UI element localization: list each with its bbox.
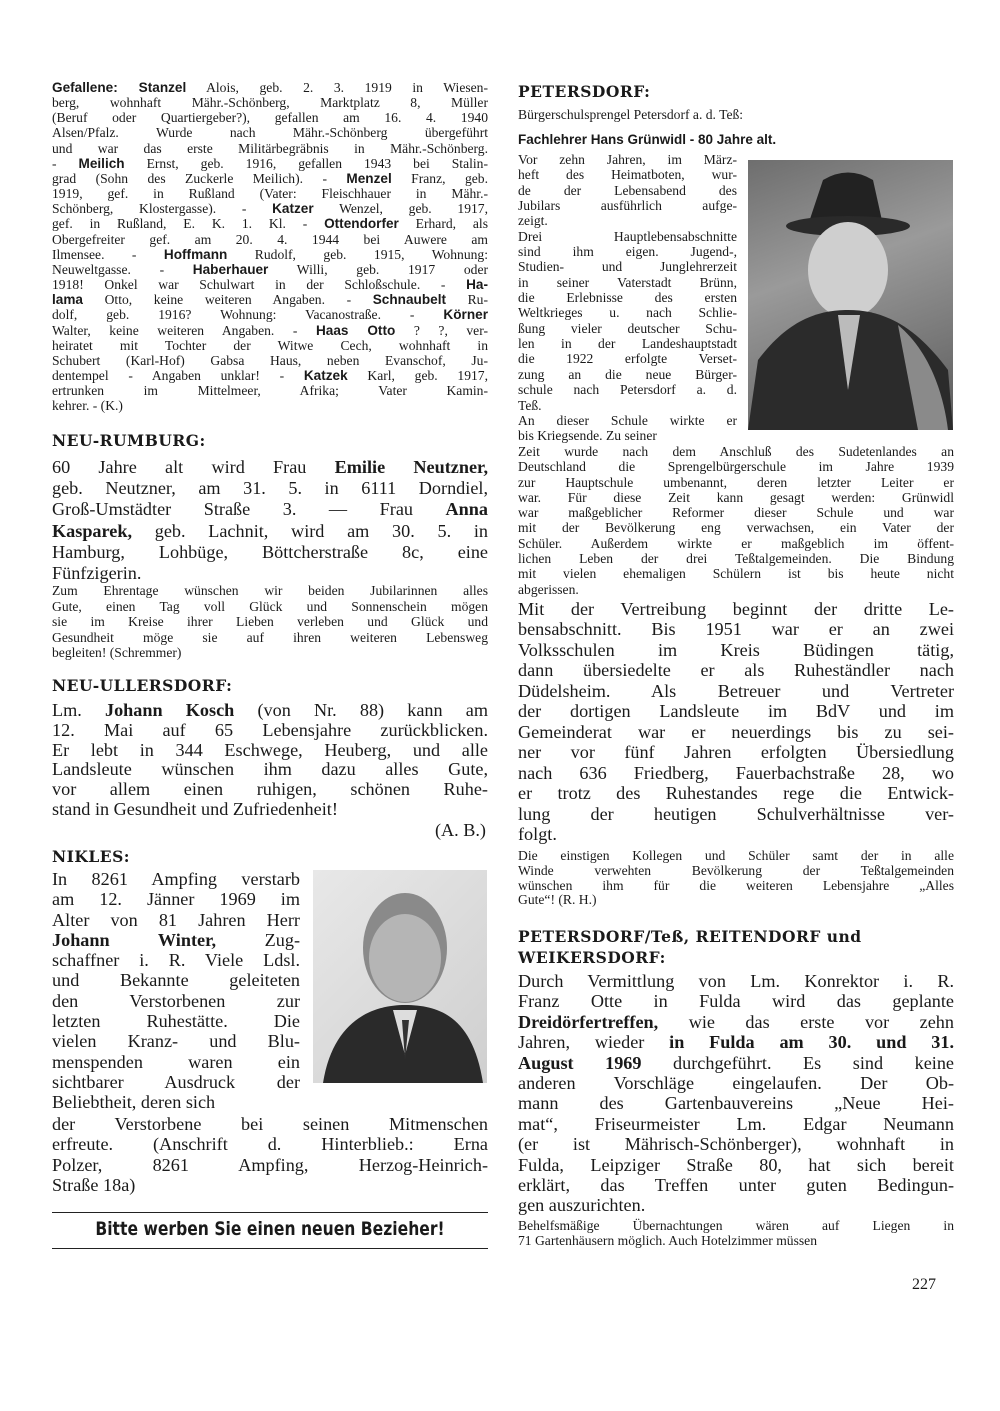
- text-line: Durch Vermittlung von Lm. Konrektor i. R.: [518, 971, 954, 991]
- text-line: kehrer. - (K.): [52, 398, 123, 414]
- text-line: der Verstorbene bei seinen Mitmenschen: [52, 1114, 488, 1134]
- text-line: vor allem einen ruhigen, schönen Ruhe-: [52, 779, 488, 800]
- text-line: Winde verwehten Bevölkerung der Teßtalgemeinden: [518, 862, 954, 878]
- bold-name: Hoffmann: [163, 246, 228, 262]
- bold-name: Emilie Neutzner,: [334, 457, 488, 477]
- text-line: 12. Mai auf 65 Lebensjahre zurückblicken.: [52, 719, 488, 740]
- section-heading-treffen-line1: PETERSDORF/Teß, REITENDORF und: [518, 927, 862, 946]
- bold-name: Ha-: [466, 277, 488, 293]
- petersdorf-article-wrapped: [518, 152, 737, 444]
- text-line: nach 636 Friedberg, Fauerbachstraße 28, wo: [518, 762, 954, 783]
- bold-name: Johann Winter,: [52, 929, 217, 950]
- text-line: 1919, gef. in Rußland (Vater: Fleischhauer in Mähr.-: [52, 186, 488, 202]
- text-line: menspenden waren ein: [52, 1051, 300, 1072]
- text-line: dentempel - Angaben unklar! - Katzek Karl, geb. 1917,: [52, 367, 488, 383]
- text-line: in seiner Vaterstadt Brünn,: [518, 274, 737, 290]
- text-line: August 1969 durchgeführt. Es sind keine: [518, 1052, 954, 1073]
- nikles-obituary-wrapped: [52, 869, 300, 1113]
- text-line: Lm. Johann Kosch (von Nr. 88) kann am: [52, 700, 488, 720]
- text-line: de der Lebensabend des: [518, 182, 737, 198]
- nikles-obituary-continued: [52, 1114, 488, 1195]
- text-line: (er ist Mährisch-Schönberger), wohnhaft in: [518, 1134, 954, 1155]
- text-line: zeigt.: [518, 213, 548, 229]
- text-line: Beliebtheit, deren sich: [52, 1092, 216, 1113]
- text-line: schule nach Petersdorf a. d.: [518, 382, 737, 398]
- neu-rumburg-birthdays: [52, 457, 488, 584]
- text-line: Behelfsmäßige Übernachtungen wären auf Liegen in: [518, 1218, 954, 1233]
- text-line: bis Kriegsende. Zu seiner: [518, 428, 657, 444]
- text-line: Obergefreiter gef. am 20. 4. 1944 bei Auwere am: [52, 231, 488, 247]
- section-heading-treffen-line2: WEIKERSDORF:: [518, 948, 666, 967]
- text-line: dann übersiedelte er als Ruheständler nach: [518, 660, 954, 681]
- text-line: Vor zehn Jahren, im März-: [518, 152, 737, 167]
- text-line: dolf, geb. 1916? Wohnung: Vacanostraße. - Körner: [52, 307, 488, 323]
- text-line: Düdelsheim. Als Betreuer und Vertreter: [518, 680, 954, 701]
- text-line: gen auszurichten.: [518, 1195, 646, 1216]
- bold-name: in Fulda am 30. und 31.: [669, 1032, 954, 1053]
- text-line: am 12. Jänner 1969 im: [52, 889, 300, 910]
- text-line: Schüler. Außerdem wirkte er maßgeblich im öffent-: [518, 535, 954, 551]
- bold-name: Kasparek,: [52, 520, 133, 541]
- text-line: Mit der Vertreibung beginnt der dritte Le-: [518, 599, 954, 619]
- text-line: Ilmensee. - Hoffmann Rudolf, geb. 1915, Wohnung:: [52, 246, 488, 262]
- text-line: sind ihm eigen. Jugend-,: [518, 244, 737, 260]
- text-line: ner vor fünf Jahren erfolgten Übersiedlung: [518, 742, 954, 763]
- text-line: anderen Vorschläge eingelaufen. Der Ob-: [518, 1073, 954, 1094]
- neu-ullersdorf-birthday: [52, 701, 488, 820]
- text-line: er trotz des Ruhestandes rege die Entwick-: [518, 783, 954, 804]
- portrait-photo-johann-winter: [313, 870, 487, 1083]
- text-line: Volksschulen im Kreis Büdingen tätig,: [518, 639, 954, 660]
- text-line: Zum Ehrentage wünschen wir beiden Jubilarinnen alles: [52, 583, 488, 598]
- text-line: mit vielen ehemaligen Schülern ist bis heute nicht: [518, 566, 954, 582]
- portrait-photo-hans-gruenwidl: [748, 160, 953, 430]
- bold-name: Dreidörfertreffen,: [518, 1011, 659, 1032]
- text-line: Polzer, 8261 Ampfing, Herzog-Heinrich-: [52, 1154, 488, 1175]
- text-line: mit der Bevölkerung eng verwachsen, ein Vater der: [518, 520, 954, 536]
- text-line: Neuweltgasse. - Haberhauer Willi, geb. 1917 oder: [52, 261, 489, 277]
- dreidoerfertreffen-announcement: [518, 971, 954, 1216]
- bold-name: Menzel: [346, 170, 392, 186]
- text-line: Zeit wurde nach dem Anschluß des Sudetenlandes an: [518, 444, 954, 459]
- banner-top-rule: [52, 1212, 488, 1213]
- neu-rumburg-wishes: [52, 583, 488, 661]
- text-line: zur Hauptschule umbenannt, deren letzter Leiter er: [518, 474, 954, 490]
- text-line: erfreute. (Anschrift d. Hinterblieb.: Erna: [52, 1134, 488, 1155]
- bold-name: Schnaubelt: [372, 292, 446, 308]
- text-line: Straße 18a): [52, 1174, 136, 1195]
- subscriber-appeal-banner: Bitte werben Sie einen neuen Bezieher!: [95, 1218, 445, 1240]
- text-line: Landsleute wünschen ihm dazu alles Gute,: [52, 759, 488, 780]
- text-line: 71 Gartenhäusern möglich. Auch Hotelzimmer müssen: [518, 1233, 817, 1248]
- accommodation-note: [518, 1218, 954, 1248]
- text-line: grad (Sohn des Zuckerle Meilich). - Menzel Franz, geb.: [52, 170, 488, 186]
- text-line: Gemeinderat war er neuerdings bis zu sei-: [518, 721, 954, 742]
- text-line: wünschen ihm für die weiteren Lebensjahre „Alles: [518, 877, 954, 893]
- text-line: Gefallene: Stanzel Alois, geb. 2. 3. 1919 in Wiesen-: [52, 80, 488, 95]
- text-line: len in der Landeshauptstadt: [518, 336, 737, 352]
- text-line: Er lebt in 344 Eschwege, Heuberg, und alle: [52, 739, 488, 760]
- text-line: die 1922 erfolgte Verset-: [518, 351, 737, 367]
- bold-name: Haberhauer: [192, 261, 269, 277]
- text-line: Die einstigen Kollegen und Schüler samt der in alle: [518, 848, 954, 863]
- text-line: lichen Leben der drei Teßtalgemeinden. Die Bindung: [518, 551, 954, 567]
- text-line: zung an die neue Bürger-: [518, 366, 737, 382]
- text-line: geb. Neutzner, am 31. 5. in 6111 Dorndiel,: [52, 478, 488, 499]
- text-line: heft des Heimatboten, wur-: [518, 167, 737, 183]
- text-line: Jahren, wieder in Fulda am 30. und 31.: [518, 1032, 954, 1053]
- text-line: sie im Kreise ihrer Lieben verleben und Glück und: [52, 614, 488, 629]
- text-line: Groß-Umstädter Straße 3. — Frau Anna: [52, 499, 488, 520]
- text-line: lama Otto, keine weiteren Angaben. - Schnaubelt Ru-: [52, 292, 489, 308]
- text-line: In 8261 Ampfing verstarb: [52, 869, 300, 889]
- text-line: schaffner i. R. Viele Ldsl.: [52, 950, 300, 971]
- text-line: Gesundheit möge sie auf ihren weiteren Lebensweg: [52, 629, 488, 645]
- petersdorf-article-retirement: [518, 599, 954, 844]
- text-line: Drei Hauptlebensabschnitte: [518, 228, 737, 244]
- portrait-image: [313, 870, 487, 1083]
- text-line: ßung vieler deutscher Schu-: [518, 320, 737, 336]
- text-line: und Bekannte geleiteten: [52, 970, 300, 991]
- text-line: Alter von 81 Jahren Herr: [52, 909, 300, 930]
- text-line: Fünfzigerin.: [52, 563, 142, 584]
- bold-name: Johann Kosch: [104, 700, 235, 720]
- bold-name: August 1969: [518, 1052, 642, 1073]
- bold-name: Katzer: [272, 201, 314, 217]
- text-line: Deutschland die Sprengelbürgerschule im Jahre 1939: [518, 459, 954, 475]
- petersdorf-article-continued: [518, 444, 954, 597]
- text-line: die Erlebnisse des ersten: [518, 290, 737, 306]
- bold-name: Ottendorfer: [324, 216, 399, 232]
- bold-name: Anna: [445, 499, 488, 520]
- text-line: war. Für diese Zeit kann gesagt werden: Grünwidl: [518, 489, 954, 505]
- text-line: begleiten! (Schremmer): [52, 645, 182, 660]
- section-heading-neu-ullersdorf: NEU-ULLERSDORF:: [52, 676, 233, 695]
- text-line: Gute“! (R. H.): [518, 892, 597, 908]
- text-line: vielen Kranz- und Blu-: [52, 1031, 300, 1052]
- text-line: (Beruf oder Quartiergeber?), gefallen am 16. 4. 1940: [52, 110, 488, 126]
- portrait-image: [748, 160, 953, 430]
- bold-name: Gefallene: Stanzel: [52, 80, 187, 95]
- text-line: Alsen/Pfalz. Wurde nach Mähr.-Schönberg übergeführt: [52, 125, 488, 141]
- text-line: mat“, Friseurmeister Lm. Edgar Neumann: [518, 1113, 954, 1134]
- text-line: Walter, keine weiteren Angaben. - Haas Otto ? ?, ver-: [52, 322, 488, 338]
- text-line: bensabschnitt. Bis 1951 war er an zwei: [518, 619, 954, 640]
- text-line: der dortigen Landsleute im BdV und im: [518, 701, 954, 722]
- text-line: erklärt, das Treffen unter guten Bedingun-: [518, 1175, 954, 1196]
- text-line: Gute, einen Tag voll Glück und Sonnenschein mögen: [52, 598, 488, 614]
- petersdorf-subheading: Bürgerschulsprengel Petersdorf a. d. Teß:: [518, 107, 744, 122]
- text-line: 1918! Onkel war Schulwart in der Schloßschule. - Ha-: [52, 277, 488, 293]
- text-line: stand in Gesundheit und Zufriedenheit!: [52, 798, 338, 819]
- text-line: Fulda, Leipziger Straße 80, hat sich bereit: [518, 1154, 954, 1175]
- text-line: letzten Ruhestätte. Die: [52, 1011, 300, 1032]
- text-line: und war das erste Militärbegräbnis in Mähr.-Schönberg.: [52, 140, 488, 156]
- text-line: Johann Winter, Zug-: [52, 929, 301, 950]
- bold-name: Katzek: [303, 367, 348, 383]
- neu-ullersdorf-signature: (A. B.): [434, 820, 486, 840]
- text-line: lung der heutigen Schulverhältnisse ver-: [518, 803, 954, 824]
- section-heading-nikles: NIKLES:: [52, 847, 131, 866]
- text-line: Schönberg, Klostergasse). - Katzer Wenzel, geb. 1917,: [52, 201, 488, 217]
- text-line: Weltkrieges u. nach Schlie-: [518, 305, 737, 321]
- text-line: - Meilich Ernst, geb. 1916, gefallen 1943 bei Stalin-: [52, 155, 488, 171]
- petersdorf-wishes: [518, 849, 954, 908]
- bold-name: Haas Otto: [315, 322, 396, 338]
- text-line: Teß.: [518, 397, 542, 413]
- petersdorf-article-title: Fachlehrer Hans Grünwidl - 80 Jahre alt.: [518, 132, 777, 147]
- section-heading-petersdorf: PETERSDORF:: [518, 82, 651, 101]
- bold-name: Körner: [443, 307, 488, 323]
- text-line: An dieser Schule wirkte er: [518, 412, 737, 428]
- text-line: abgerissen.: [518, 581, 579, 597]
- section-heading-neu-rumburg: NEU-RUMBURG:: [52, 431, 206, 450]
- banner-bottom-rule: [52, 1248, 488, 1249]
- bold-name: lama: [52, 292, 83, 308]
- text-line: Dreidörfertreffen, wie das erste vor zehn: [518, 1011, 954, 1032]
- text-line: Franz Otte in Fulda wird das geplante: [518, 991, 954, 1012]
- bold-name: Meilich: [78, 155, 125, 171]
- text-line: war maßgeblicher Reformer dieser Schule und war: [518, 505, 954, 521]
- text-line: Schubert (Karl-Hof) Gabsa Haus, neben Evanschof, Ju-: [52, 352, 488, 368]
- text-line: gef. in Rußland, E. K. 1. Kl. - Ottendorfer Erhard, als: [52, 216, 488, 232]
- text-line: mann des Gartenbauvereins „Neue Hei-: [518, 1093, 954, 1114]
- text-line: ertrunken im Mittelmeer, Afrika; Vater Kamin-: [52, 383, 488, 399]
- text-line: sichtbarer Ausdruck der: [52, 1071, 300, 1092]
- text-line: 60 Jahre alt wird Frau Emilie Neutzner,: [52, 457, 488, 477]
- text-line: heiratet mit Tochter der Witwe Cech, wohnhaft in: [52, 337, 488, 353]
- text-line: den Verstorbenen zur: [52, 990, 300, 1011]
- page-number: 227: [912, 1276, 936, 1293]
- text-line: Hamburg, Lohbüge, Böttcherstraße 8c, eine: [52, 541, 488, 562]
- text-line: Jubilars ausführlich aufge-: [518, 198, 737, 214]
- text-line: Studien- und Junglehrerzeit: [518, 259, 737, 275]
- text-line: folgt.: [518, 823, 557, 844]
- text-line: Kasparek, geb. Lachnit, wird am 30. 5. in: [52, 520, 488, 541]
- fallen-soldiers-list: [52, 80, 488, 413]
- text-line: berg, wohnhaft Mähr.-Schönberg, Marktplatz 8, Müller: [52, 95, 488, 111]
